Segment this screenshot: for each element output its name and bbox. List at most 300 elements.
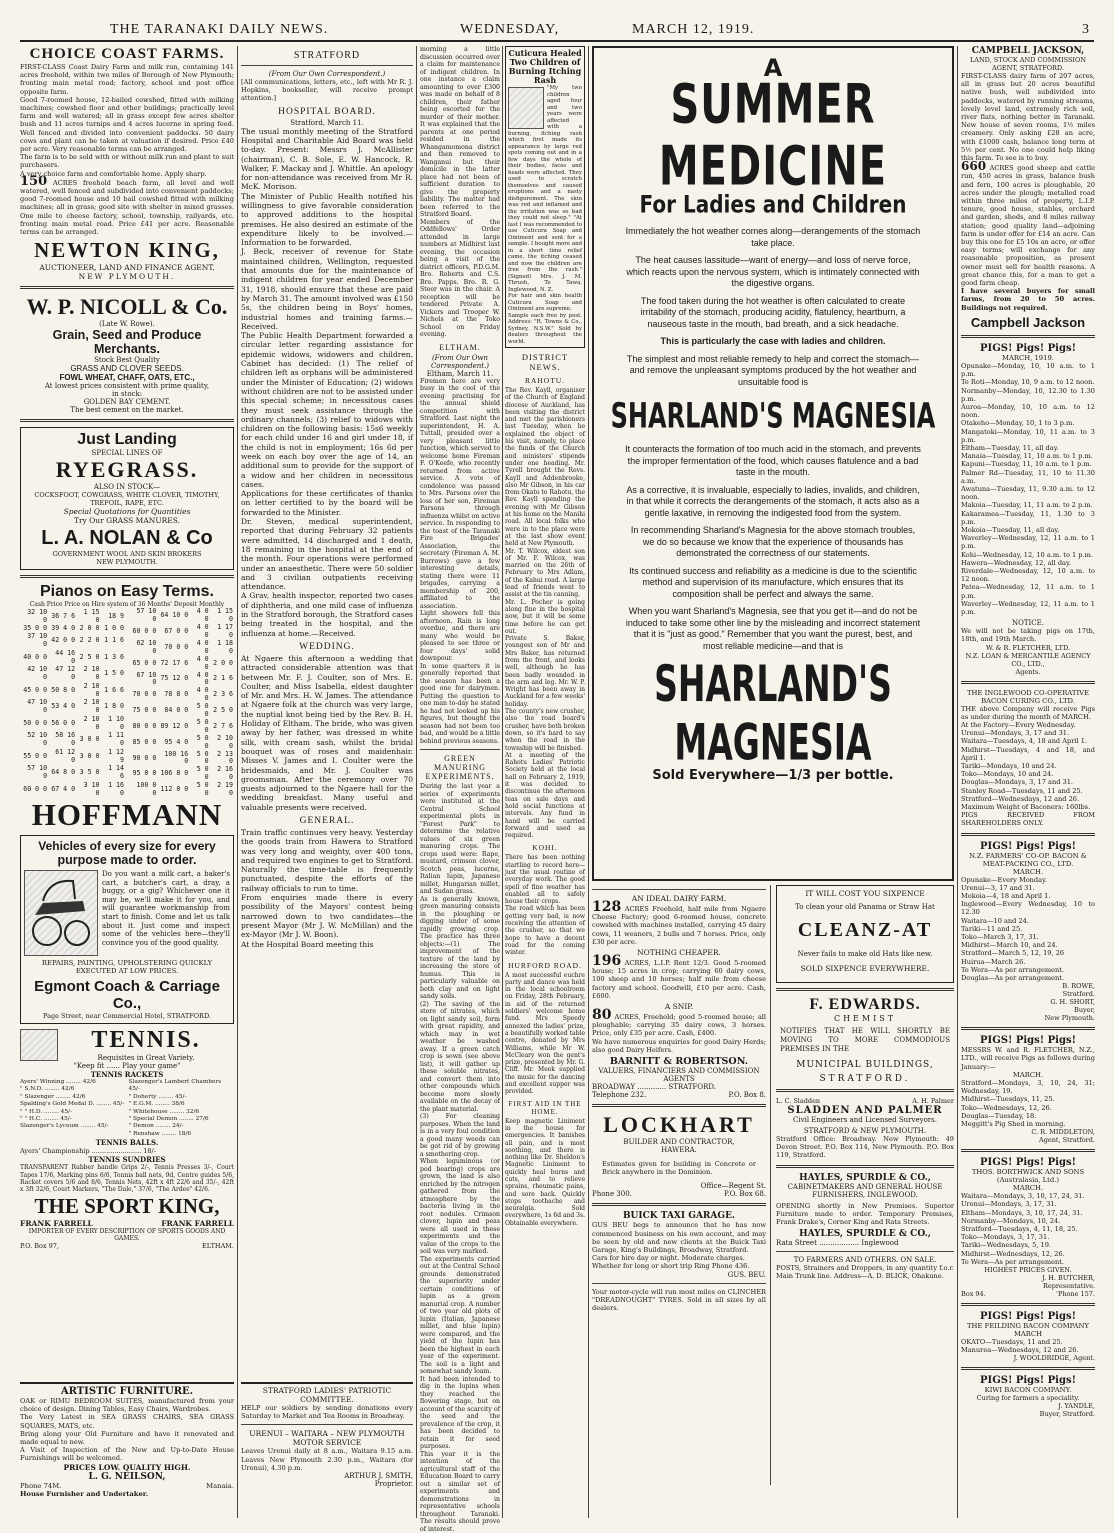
pig-schedule [961, 362, 1095, 559]
ad-company: Campbell Jackson [961, 315, 1095, 330]
ad-text: The farm is to be sold with or without milk run and plant to suit purchasers. [20, 153, 234, 169]
ad-text: This is particularly the case with ladies and children. [624, 336, 922, 348]
price-cell: 50 0 0 [20, 716, 48, 733]
ad-text: Requisites in Great Variety. [58, 1054, 234, 1062]
price-cell: 32 10 0 [20, 608, 48, 625]
price-row [129, 751, 234, 767]
product-name: CLEANZ-AT [780, 919, 950, 942]
ad-title: CHOICE COAST FARMS. [20, 46, 234, 63]
price-cell: 70 0 0 [157, 640, 189, 656]
column-3 [420, 46, 500, 1520]
ad-text: Agent, Stratford. [961, 1136, 1095, 1144]
ad-text: "Keep fit ...... Play your game" [20, 1062, 234, 1070]
article-text: From enquiries made there is every possibility of the Mayors' contest being narrowed down to two candidates—the present Mayor (Mr J. W. McMillan) and the ex-Mayor (Mr J. W. Boon). [241, 893, 413, 939]
price-row [20, 650, 125, 667]
schedule-line: Te Roti—Monday, 10, 9 a.m. to 12 noon. [961, 378, 1095, 386]
schedule-line: Patea—Wednesday, 12, 11 a.m. to 1 p.m. [961, 583, 1095, 599]
ad-text: MARCH. [961, 1184, 1095, 1192]
price-cell: 90 0 0 [129, 751, 157, 767]
ad-title: SUMMER MEDICINE [604, 74, 942, 198]
ad-text: Immediately the hot weather comes along—derangements of the stomach take place. [624, 226, 922, 249]
article-text: The experiments carried out at the Central School grounds demonstrated the superiority under certain conditions of lupin as a green manurial crop. A number of two year old plots of lupin (Italian, Japanese millet, and blue lupin) were compared, and the yield of the lupin has been the highest in each year of the experiment. The soil is a light and somewhat sandy loam. [420, 1256, 500, 1376]
ad-title: purpose made to order. [24, 853, 230, 867]
schedule-line: Makoia—Tuesday, 11, 11 a.m. to 2 p.m. [961, 501, 1095, 509]
article-text: This year it is the intention of the agricultural staff of the Education Board to carry out a similar set of experiments and demonstrations in representative schools throughout Taranaki. The results should prove of interest. [420, 1451, 500, 1533]
ad-text: Stock Best Quality [20, 356, 234, 364]
price-cell: 2 10 0 [76, 683, 100, 700]
price-cell: 4 0 0 [189, 672, 209, 688]
article-text: During the last year a series of experiments were instituted at the Central School experimental plots in "Forest Park" to determine the relative values of six green manuring crops. The crops used were: Rape, mustard, crimson clover, Scotch peas, lucerne, Italian lupin, Japanese millet, Hungarian millet, and Sudan grass. [420, 783, 500, 896]
pianos-ad [20, 583, 234, 832]
ad-title: Just Landing [25, 431, 229, 449]
price-cell: 56 0 0 [48, 716, 76, 733]
article-text: At Ngaere this afternoon a wedding that attracted considerable attention was that between Mr. F. J. Coulter, son of Mrs. E. Coulter, and Miss Isabella, eldest daughter of Mr. and Mrs. H. W. James. The attendance at Ngaere folk at the church was very large, the nuptial knot being tied by the Rev. B. H. Holiday of Eltham. The bride, who was given away by her father, was dressed in white silk, with cream sash, whilst the bridal bouquet was of roses and maidenhair. Misses V. James and I. Coulter were the bridesmaids, and Mr. J. Coulter was groomsman. After the ceremony over 70 guests adjourned to the Ngaere hall for the wedding breakfast. Many useful and valuable presents were received. [241, 654, 413, 812]
divider [961, 335, 1095, 338]
price-cell: 72 17 6 [157, 656, 189, 672]
price-cell: 3 10 0 [76, 782, 100, 799]
schedule-line: Douglas—Mondays, 3, 17 and 31. [961, 778, 1095, 786]
ad-town: Manaia. [206, 1482, 234, 1490]
ad-title: IT WILL COST YOU SIXPENCE [780, 889, 950, 898]
price-cell: 1 11 0 [101, 732, 125, 749]
product-name: SHARLAND'S MAGNESIA [604, 396, 942, 437]
product-name: SHARLAND'S MAGNESIA [604, 655, 942, 772]
price-cell: 100 16 0 [157, 751, 189, 767]
column-4-right [771, 885, 954, 1485]
pig-schedule [961, 1079, 1095, 1128]
ad-text: NOTIFIES THAT HE WILL SHORTLY BE MOVING TO MORE COMMODIOUS PREMISES IN THE [780, 1027, 950, 1054]
schedule-line: Tariki—Wednesdays, 5, 19. [961, 1241, 1095, 1249]
divider [20, 575, 234, 578]
article-text: Train traffic continues very heavy. Yesterday the goods train from Hawera to Stratford was very long and weighty, over 400 tons, and required two engines to get to Stratford. Naturally the time-table is frequently punctuated, despite the efforts of the railway officials to run to time. [241, 828, 413, 893]
divider [776, 1251, 954, 1252]
schedule-line: Midhirst—Wednesdays, 12, 26. [961, 1250, 1095, 1258]
schedule-line: Stanley Road—Tuesdays, 11 and 25. [961, 787, 1095, 795]
pig-schedule [961, 876, 1095, 983]
ad-text: It counteracts the formation of too much acid in the stomach, and prevents the improper fermentation of the food, which causes flatulence and a bad taste in the mouth. [624, 444, 922, 479]
ad-text: ACRES, L.I.P. Rent 12/3. Good 5-roomed house; 15 acres in crop; carrying 60 dairy cows, 100 sheep and 10 horses; half mile from cheese factory and school. Goodwill, £10 per acre. Cash, £600. [592, 959, 766, 1000]
price-cell: 45 0 0 [20, 683, 48, 700]
ad-town: New Plymouth. [961, 1014, 1095, 1022]
ad-company: L. G. NEILSON, [20, 1472, 234, 1482]
ad-title: PIGS! Pigs! Pigs! [961, 841, 1095, 852]
price-table-right [129, 608, 234, 798]
schedule-line: Waitara—Tuesdays, 4, 18 and April 1. [961, 737, 1095, 745]
price-cell: 67 0 0 [157, 624, 189, 640]
pig-schedule [961, 721, 1095, 803]
article-text: When leguminous (or pod bearing) crops are grown, the land is also enriched by the nitrogen gathered from the atmosphere by the bacteria living in the root nodules. Crimson clover, lupin and peas were all used in these experiments and the value of the crops to the soil was very marked. [420, 1158, 500, 1256]
article-heading: HURFORD ROAD. [505, 961, 585, 970]
divider [961, 1149, 1095, 1152]
schedule-line: Kakaramea—Tuesday, 11, 1.30 to 3 p.m. [961, 510, 1095, 526]
schedule-line: Stratford—Mondays, 3, 10, 24, 31; Wednesday, 19. [961, 1079, 1095, 1095]
ad-text: Agents. [961, 668, 1095, 676]
ad-text: OPENING shortly in New Premises. Superior Furniture made to order. Temporary Premises, Frank Drake's, Corner King and Rata Streets. [776, 1202, 954, 1227]
ad-text: Page Street, near Commercial Hotel, STRATFORD. [24, 1012, 230, 1020]
price-cell: 40 0 0 [20, 650, 48, 667]
article-heading: GREEN MANURING EXPERIMENTS. [420, 754, 500, 781]
schedule-line: Normanby—Mondays, 10, 24. [961, 1217, 1095, 1225]
schedule-line: Toko—Wednesdays, 12, 26. [961, 1104, 1095, 1112]
article-text: Light showers fell this afternoon. Rain is long overdue, and there are many who would be pleased to see three or four days' solid downpour. [420, 610, 500, 663]
price-cell: 61 12 0 [48, 749, 76, 766]
price-cell: 18 9 [101, 608, 125, 625]
phone: 'Phone 157. [1056, 1290, 1095, 1298]
ad-text: ALSO IN STOCK— [25, 483, 229, 491]
cleanzat-ad [776, 885, 954, 983]
ad-text: Whether for long or short trip Ring Phone 436. [592, 1262, 766, 1270]
ad-text: Try Our GRASS MANURES. [25, 516, 229, 525]
price-cell: 3 0 0 [76, 749, 100, 766]
ad-text: TRANSPARENT Rubber handle Grips 2/-, Tennis Presses 3/-, Court Tapes 17/6, Marking pins 6/6, Tennis ball nets, 9d, Centre guides 5/6, Racket covers 5/6 and 8/6, Tennis Nets, 42ft x 4ft 22/6 and 35/-, 42ft x 3ft 32/6, Court Markers, "The Dale," 37/6, "The Ardee" 42/6. [20, 1164, 234, 1194]
article-text: In some quarters it is generally reported that the season has been a good one for dairymen. Putting the question to one man to-day he stated he had not looked up his figures, but thought the season had not been too bad, and would be a little behind previous seasons. [420, 663, 500, 746]
ad-text: GOLDEN BAY CEMENT. [20, 398, 234, 406]
divider [592, 889, 766, 890]
article-heading: RAHOTU. [505, 376, 585, 385]
schedule-line: Urenui—Mondays, 3, 17 and 31. [961, 729, 1095, 737]
article-text: A Grav, health inspector, reported two cases of diphtheria, and one mild case of influenza in the Stratford borough, the Stratford cases being treated in the hospital, and the influenza at home.—Received. [241, 591, 413, 637]
schedule-line: Kohi—Wednesday, 12, 10 a.m. to 1 p.m. [961, 551, 1095, 559]
ad-company: N.Z. FARMERS' CO-OP. BACON & MEAT-PACKING CO., LTD. [961, 852, 1095, 868]
price-row [20, 749, 125, 766]
divider [961, 1027, 1095, 1030]
schedule-line: Midhirst—Tuesdays, 11, 25. [961, 1095, 1095, 1103]
schedule-line: Manaia—Tuesday, 11, 10 a.m. to 1 p.m. [961, 452, 1095, 460]
ad-title: NOTHING CHEAPER. [592, 948, 766, 957]
schedule-line: OKATO—Tuesdays, 11 and 25. [961, 1338, 1095, 1346]
price-cell: 42 10 0 [20, 666, 48, 683]
ad-text: Special Quotations for Quantities [25, 507, 229, 516]
ad-title: Vehicles of every size for every [24, 839, 230, 853]
po-box: Box 94. [961, 1290, 986, 1298]
price-cell: 85 0 0 [129, 735, 157, 751]
price-row [129, 687, 234, 703]
masthead [20, 20, 1094, 42]
ad-text: GRASS AND CLOVER SEEDS. [20, 364, 234, 373]
schedule-line: Kapuni—Tuesday, 11, 10 a.m. to 1 p.m. [961, 460, 1095, 468]
price-row [129, 624, 234, 640]
price-cell: 5 0 0 [189, 751, 209, 767]
schedule-line: Tariki—11 and 25. [961, 925, 1095, 933]
article-text: At the Hospital Board meeting this [241, 940, 413, 949]
ad-title: URENUI – WAITARA – NEW PLYMOUTH MOTOR SERVICE [241, 1429, 413, 1447]
racket-price: Slazenger's Lambert Chambers 45/- [129, 1079, 235, 1094]
price-cell: 100 0 0 [129, 782, 157, 798]
price-cell: 1 6 6 [101, 683, 125, 700]
price-cell: 60 0 0 [20, 782, 48, 799]
ad-title: A SNIP. [592, 1002, 766, 1011]
ad-text: (Late W. Rowe). [20, 320, 234, 328]
column-4-left [592, 885, 771, 1485]
byline: (From Our Own Correspondent.) [241, 70, 413, 78]
ad-text: MARCH. [961, 868, 1095, 876]
ad-text: A very choice farm and comfortable home. Apply sharp. [20, 170, 234, 178]
ad-title: TENNIS. [58, 1027, 234, 1054]
ad-text: MUNICIPAL BUILDINGS, [776, 1060, 954, 1070]
price-cell: 42 0 0 [48, 633, 76, 650]
schedule-line: Tariki—Mondays, 10 and 24. [961, 762, 1095, 770]
price-cell: 67 4 0 [48, 782, 76, 799]
ad-company: THOS. BORTHWICK AND SONS (Australasia, Ltd.) [961, 1168, 1095, 1184]
ad-text: Never fails to make old Hats like new. [796, 950, 934, 958]
article-text: Keep magnetic Liniment in the house for emergencies. It banishes all pain, and is most soothing, and there is nothing like Dr. Sheldon's Magnetic Liniment to quickly heal burns and cuts, and to relieve sprains, rheumatic pains, and sore back. Quickly stops toothache and neuralgia. Sold everywhere, 1s 6d and 3s. Obtainable everywhere. [505, 1118, 585, 1227]
ad-text: Leaves Urenui daily at 8 a.m., Waitara 9.15 a.m. Leaves New Plymouth 2.30 p.m., Waitara (for Urenui), 4.30 p.m. [241, 1447, 413, 1472]
notice-text: [All communications, letters, etc., left with Mr R. J. Hopkins, bookseller, will receive prompt attention.] [241, 78, 413, 103]
racket-price: " Renshaw ........ 18/6 [129, 1131, 235, 1138]
ad-text: PRICES LOW. QUALITY HIGH. [20, 1463, 234, 1472]
ad-text: ACRES good sheep and cattle run, 450 acres in grass, balance bush and fern, 100 acres is ploughable, 20 acres under the plough; metalled road within three miles of property, L.I.P. tenure, good house, stables, orchard and garden, sheds, and 8 miles railway station; good quality land—adjoining farm is under offer for £14 an acre. Can buy this one for £5 10s an acre, or offer easy terms; will exchange for any reasonable proposition, as present owner must sell for health reasons. A great chance this, for a man to get a good farm cheap. [961, 164, 1095, 287]
price-cell: 1 5 0 [101, 666, 125, 683]
price-row [20, 633, 125, 650]
ad-company: SLADDEN AND PALMER [776, 1105, 954, 1116]
ad-text: REPAIRS, PAINTING, UPHOLSTERING QUICKLY EXECUTED AT LOW PRICES. [24, 959, 230, 975]
price-cell: 95 0 0 [129, 766, 157, 782]
price-cell: 5 0 0 [189, 703, 209, 719]
schedule-line: Urenui—Mondays, 3, 17, 31. [961, 1200, 1095, 1208]
tennis-ad [20, 1027, 234, 1250]
price-cell: 2 2 0 [76, 633, 100, 650]
price-cell: 47 12 0 [48, 666, 76, 683]
price-cell: 89 12 0 [157, 719, 189, 735]
ad-text: Representative. [961, 1282, 1095, 1290]
divider [961, 1367, 1095, 1370]
ad-company: LOCKHART [592, 1112, 766, 1138]
ad-text: House Furnisher and Undertaker. [20, 1490, 234, 1498]
article-text: Mr. T. Wilcox, eldest son of Mr. F. Wilcox, was married on the 26th of February to Mrs Adlam, of the Kahui road. A large load of friends went to assist at the tin canning. [505, 548, 585, 599]
price-cell: 2 0 0 [210, 656, 234, 672]
price-cell: 78 8 0 [157, 687, 189, 703]
newton-king-name: NEWTON KING, [20, 238, 234, 263]
price-cell: 4 0 0 [189, 656, 209, 672]
price-row [20, 732, 125, 749]
ad-text: Good 7-roomed house, 12-bailed cowshed, fitted with milking machines; cowshed floor and other buildings; practically level farm and well watered; all in grass except few acres shelter bush and 11 acres turnips and 4 acres lucerne in spring feed. Well fenced and divided into convenient paddocks. 50 dairy cows and plant can be taken at valuation if desired. Price £40 per acre. Very reasonable terms can be arranged. [20, 96, 234, 153]
price-cell: 65 0 0 [129, 656, 157, 672]
article-text: The Rev. Kayll, organiser of the Church of England diocese of Auckland, has been visiting the district and met the parishioners last Tuesday, when he explained the object of his visit, namely, to place the funds of the Church and ministers' stipends under one heading. Mr. Tyrell brought the Revs. Kayll and Addenbrooke, also Mr Gibson, in his car from Okato to Rahotu, the Rev. Kayll spending the evening with Mr Gibson at his home on the Manihi road. All local folks who were in to the place were at the last show event held at New Plymouth. [505, 387, 585, 548]
ad-subheading: NOTICE. [961, 619, 1095, 627]
article-text: It had been intended to dig in the lupins when they reached the flowering stage, but on account of the scarcity of the seed and the prevalence of the crop, it has been decided to retain it for seed purposes. [420, 1376, 500, 1451]
ad-text: Do you want a milk cart, a baker's cart, a butcher's cart, a dray, a buggy, or a gig? Whichever one it may be, we'll make it for you, and will guarantee workmanship from start to finish. Come and let us talk about it. Just come and inspect some of the vehicles here—they'll convince you of the good quality. [102, 870, 230, 956]
price-row [129, 703, 234, 719]
ad-company: F. EDWARDS. [776, 996, 954, 1014]
ad-text: The food taken during the hot weather is often calculated to create irritability of the stomach, producing acidity, flatulency, heartburn, a nauseous taste in the mouth, bad breath, and a sick headache. [624, 296, 922, 331]
ad-text: OAK or RIMU BEDROOM SUITES, manufactured from your choice of design. Dining Tables, Easy Chairs, Wardrobes. [20, 1397, 234, 1413]
article-text: The usual monthly meeting of the Stratford Hospital and Charitable Aid Board was held to-day. Present: Messrs J. McAllister (chairman), C. B. Sole, E. W. Hancock, R. Walker, F. Mackay and J. Whittle. An apology for non-attendance was received from Mr R. McK. Morison. [241, 127, 413, 192]
racket-price: " Slazenger ........ 42/6 [20, 1094, 126, 1101]
price-cell: 106 8 0 [157, 766, 189, 782]
schedule-line: Toko—March 3, 17, 31. [961, 933, 1095, 941]
ad-text: Bring along your Old Furniture and have it renovated and made equal to new. [20, 1430, 234, 1446]
divider [776, 988, 954, 991]
po-box: P.O. Box 68. [724, 1190, 766, 1198]
ad-text: CABINETMAKERS AND GENERAL HOUSE FURNISHERS, INGLEWOOD. [776, 1183, 954, 1199]
ad-text: HIGHEST PRICES GIVEN. [961, 1266, 1095, 1274]
article-text: The Public Health Department forwarded a circular letter regarding assistance for epidemic widows, widowers and children. Cabinet has decided: (1) The relief of children left as orphans will be administered under the Minister of Education; (2) widows without children are not to be assisted under this special scheme; in necessitous cases they must seek assistance through the ordinary channels; (3) relief to widows with children on the following basis: 15s6 weekly for each child under 16 and girl under 18, if the child is not in employment; 16s 6d per week on each boy over the age of 14, an additional sum to provide for the support of a widow and her children in necessitous cases. [241, 331, 413, 489]
column-4 [592, 46, 954, 1520]
divider [961, 1303, 1095, 1306]
price-cell: 1 14 6 [101, 765, 125, 782]
ad-text: MARCH [961, 1330, 1095, 1338]
price-cell: 1 0 0 [101, 625, 125, 633]
ad-text: BUILDER AND CONTRACTOR, [592, 1138, 766, 1146]
price-cell: 1 15 0 [76, 608, 100, 625]
page-number: 3 [1082, 22, 1090, 38]
price-row [20, 683, 125, 700]
ad-title: PIGS! Pigs! Pigs! [961, 343, 1095, 354]
price-cell: 5 0 0 [189, 735, 209, 751]
sharland-magnesia-ad [592, 46, 954, 881]
ad-text: Stratford Office: Broadway. New Plymouth: 49 Devon Street. P.O. Box 114, New Plymouth. P.O. Box 119, Stratford. [776, 1135, 954, 1160]
schedule-line: Mokoia—4, 18 and April 1. [961, 892, 1095, 900]
ad-text: Maximum Weight of Baconers: 160lbs. [961, 803, 1095, 811]
ad-text: ACRES, Freehold; good 5-roomed house; all ploughable; carrying 35 dairy cows, 3 horses. Price, only £35 per acre. Cash, £400. [592, 1013, 766, 1037]
phone: Phone 74M. [20, 1482, 61, 1490]
ad-text: PIGS RECEIVED FROM SHAREHOLDERS ONLY. [961, 811, 1095, 827]
price-cell: 5 0 0 [189, 766, 209, 782]
schedule-line: Eltham—Mondays, 3, 10, 17, 24, 31. [961, 1209, 1095, 1217]
buyer-name: J. H. BUTCHER, [961, 1274, 1095, 1282]
date: MARCH 12, 1919. [632, 22, 754, 38]
price-cell: 80 0 0 [129, 719, 157, 735]
price-row [20, 716, 125, 733]
price-cell: 53 4 0 [48, 699, 76, 716]
article-text: At a meeting of the Rahotu Ladies' Patriotic Society held at the local hall on February 2, 1919, it was decided to discontinue the afternoon teas on sale days and hold social functions at intervals. Any fund in hand will be carried forward and used as required. [505, 752, 585, 840]
section-heading: ELTHAM. [420, 343, 500, 352]
ad-text: We have numerous enquiries for good Dairy Herds; also good Dairy Heifers. [592, 1038, 766, 1054]
pig-schedule [961, 1338, 1095, 1354]
schedule-line: Te Wera—As per arrangement. [961, 1258, 1095, 1266]
price-row [129, 608, 234, 624]
price-cell: 1 8 0 [101, 699, 125, 716]
price-row [20, 699, 125, 716]
price-row [20, 782, 125, 799]
price-cell: 62 10 0 [129, 640, 157, 656]
ad-subheading: TENNIS SUNDRIES [20, 1155, 234, 1164]
ad-text: Buyer, Stratford. [961, 1410, 1095, 1418]
ad-company: L. A. NOLAN & Co [25, 527, 229, 550]
ad-text: SPECIAL LINES OF [25, 449, 229, 457]
ad-company: KIWI BACON COMPANY. [961, 1386, 1095, 1394]
article-text: (3) For cleaning purposes. When the land is in a very foul condition a good many weeds can be got rid of by growing a smothering crop. [420, 1113, 500, 1158]
ad-town: HAWERA. [592, 1146, 766, 1154]
column-rule [588, 46, 589, 1518]
article-heading: GENERAL. [241, 816, 413, 826]
furniture-ad [20, 1382, 234, 1522]
ad-title: PIGS! Pigs! Pigs! [961, 1375, 1095, 1386]
price-cell: 2 1 6 [210, 672, 234, 688]
racket-list-left [20, 1079, 126, 1138]
ad-text: GUS BEU begs to announce that he has now commenced business on his own account, and may be seen by old and new clients at the Buick Taxi Garage, King's Buildings, Broadway, Stratford. [592, 1221, 766, 1254]
partner-name: A. H. Palmer [912, 1097, 954, 1105]
nolan-ad [20, 427, 234, 570]
ad-company: Egmont Coach & Carriage Co., [24, 978, 230, 1012]
price-cell: 3 5 0 [76, 765, 100, 782]
article-text: Dr. Steven, medical superintendent, reported that during February 32 patients were admitted, 14 discharged and 1 death, 18 remaining in the hospital at the end of the month. Four operations were performed under an anaesthetic. There were 50 soldier and 3 civilian outpatients receiving attendance. [241, 517, 413, 591]
ad-text: NEW PLYMOUTH. [25, 558, 229, 566]
ad-title: Pianos on Easy Terms. [20, 583, 234, 601]
schedule-line: Riverdale—Wednesday, 12, 10 a.m. to 12 noon. [961, 567, 1095, 583]
ad-text: LAND, STOCK AND COMMISSION AGENT, STRATFORD. [961, 56, 1095, 72]
schedule-line: Douglas—As per arrangement. [961, 974, 1095, 982]
po-box: P.O. Box 97, [20, 1242, 59, 1250]
schedule-line: Douglas—Tuesday, 18. [961, 1112, 1095, 1120]
schedule-line: Waverley—Wednesday, 12, 11 a.m. to 1 p.m. [961, 600, 1095, 616]
proprietor-name: GUS. BEU. [592, 1271, 766, 1279]
price-cell: 67 10 0 [129, 672, 157, 688]
ad-text: The best cement on the market. [20, 406, 234, 414]
ad-company: THE INGLEWOOD CO-OPERATIVE BACON CURING CO., LTD. [961, 689, 1095, 705]
article-text: The road which has been getting very bad, is now receiving the attention of the crusher, so that we hope to have a decent road for the coming winter. [505, 905, 585, 956]
ad-product: RYEGRASS. [25, 457, 229, 483]
schedule-line: Otakeho—Monday, 10, 1 to 3 p.m. [961, 419, 1095, 427]
schedule-line: Manurea—Wednesdays, 12 and 26. [961, 1346, 1095, 1354]
price-cell: 2 10 0 [210, 735, 234, 751]
ad-title: PIGS! Pigs! Pigs! [961, 1035, 1095, 1046]
price-cell: 2 10 0 [76, 666, 100, 683]
article-text: (2) The saving of the store of nitrates, which on light sandy soil, form with great rapidity, and which may in wet weather be washed away. If a green catch crop is sown (see above list), it will gather up these soluble nitrates, and convert them into other compounds which become more slowly available on the decay of the plant material. [420, 1001, 500, 1114]
ad-title: W. P. NICOLL & Co. [20, 294, 234, 320]
price-cell: 2 10 0 [76, 699, 100, 716]
schedule-line: Normanby—Monday, 10, 12.30 to 1.30 p.m. [961, 387, 1095, 403]
divider [20, 286, 234, 289]
schedule-line: Waverley—Wednesday, 12, 11 a.m. to 1 p.m. [961, 534, 1095, 550]
children-illustration [508, 87, 544, 129]
weekday: WEDNESDAY, [460, 22, 559, 38]
schedule-line: Awatuna—Tuesday, 11, 9.30 a.m. to 12 noon. [961, 485, 1095, 501]
price-cell: 2 10 0 [76, 716, 100, 733]
price-cell: 4 0 0 [189, 608, 209, 624]
divider [592, 1104, 766, 1107]
price-cell: 36 7 6 [48, 608, 76, 625]
ad-text: MARCH, 1919. [961, 354, 1095, 362]
price-row [129, 656, 234, 672]
ad-text: FIRST-CLASS dairy farm of 207 acres, all in grass but 20 acres beautiful native bush, well subdivided into paddocks, watered by running streams, lovely level land, extremely rich soil, river flats, nothing better in Taranaki. New house of seven rooms, 1½ miles creamery. Only asking £28 an acre, with £1000 cash, balance long term at 5½ per cent. No one could help liking this farm. To see is to buy. [961, 72, 1095, 162]
column-2 [241, 46, 413, 1520]
ad-text: ACRES Freehold, half mile from Ngaere Cheese Factory; good 6-roomed house, concrete cowshed with machines installed, carrying 45 dairy cows, 11 weaners, 2 bulls and 7 horses. Price, only £30 per acre. [592, 905, 766, 946]
schedule-line: Eltham—Tuesday, 11, all day. [961, 444, 1095, 452]
article-heading: HOSPITAL BOARD. [241, 107, 413, 117]
tennis-player-illustration [20, 1029, 58, 1061]
ad-text: POSTS, Strainers and Droppers, in any quantity f.o.r. Main Trunk line. Address—A. D. BLICK, Ohakune. [776, 1264, 954, 1280]
proprietor-name: ARTHUR J. SMITH, [241, 1472, 413, 1480]
buyer-name: B. ROWE, [961, 982, 1095, 990]
ad-text: When you want Sharland's Magnesia, see that you get it—and do not be induced to take some other line by the misleading and incorrect statement that it is "just as good." Remember that you want the purest, best, and most reliable medicine—and that is [624, 606, 922, 652]
buyer-name: C. R. MIDDLETON, [961, 1128, 1095, 1136]
price-cell: 57 10 0 [20, 765, 48, 782]
ad-text: The simplest and most reliable remedy to help and correct the stomach—and remove the unpleasant symptoms produced by the hot weather and unsuitable food is [624, 354, 922, 389]
racket-price: " S.N.D. ........ 42/6 [20, 1086, 126, 1093]
price-cell: 52 10 0 [20, 732, 48, 749]
schedule-line: Auroa—Monday, 10, 10 a.m. to 12 noon. [961, 403, 1095, 419]
ad-text: Curing for farmers a speciality. [961, 1394, 1095, 1402]
racket-price: Ayers' Winning ........ 42/6 [20, 1079, 126, 1086]
price-row [20, 765, 125, 782]
racket-price: Slazenger's Lyceum ........ 45/- [20, 1123, 126, 1130]
ad-text: Proprietor. [241, 1480, 413, 1488]
price-cell: 2 5 0 [76, 650, 100, 667]
ad-title: BUICK TAXI GARAGE. [592, 1211, 766, 1221]
price-row [129, 672, 234, 688]
ad-title: Cuticura Healed Two Children of Burning Itching Rash [508, 49, 582, 85]
choice-coast-farms-ad [20, 46, 234, 281]
ad-text: HELP our soldiers by sending donations every Saturday to Market and Tea Rooms in Broadway. [241, 1404, 413, 1420]
price-cell: 2 7 6 [210, 719, 234, 735]
price-cell: 1 12 9 [101, 749, 125, 766]
ad-text: CHEMIST [776, 1014, 954, 1023]
price-cell: 64 10 0 [157, 608, 189, 624]
price-cell: 2 3 6 [210, 687, 234, 703]
buyer-name: J. WOOLDRIDGE, Agent. [961, 1354, 1095, 1362]
proprietor-name: FRANK FARRELL [20, 1219, 93, 1228]
